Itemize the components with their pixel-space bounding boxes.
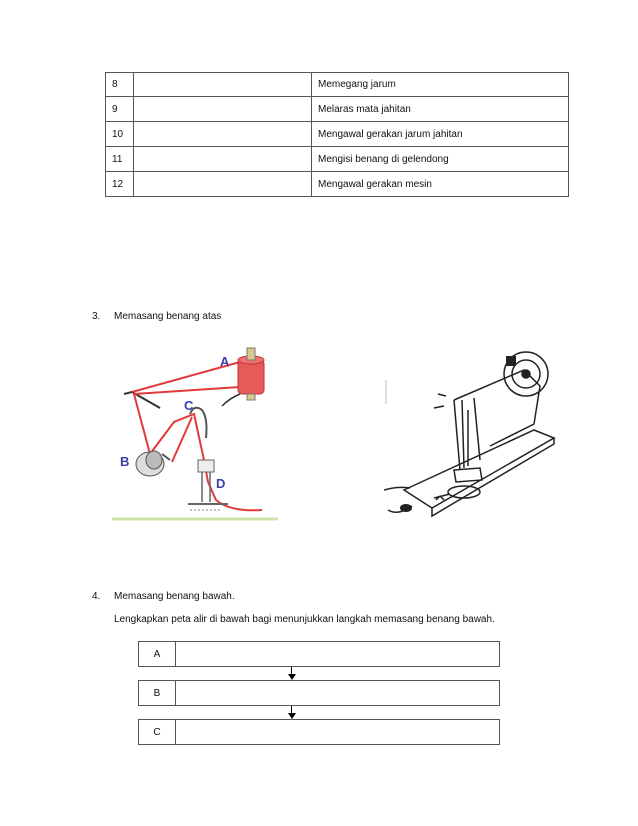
upper-thread-diagram (112, 342, 278, 524)
flow-step-a (138, 641, 500, 667)
label-d: D (216, 476, 226, 491)
parts-table (105, 72, 569, 197)
row-number: 10 (112, 128, 124, 140)
flow-step-label: B (139, 681, 176, 705)
row-number: 9 (112, 103, 118, 115)
row-number: 8 (112, 79, 118, 90)
section-4-number: 4. (92, 591, 101, 602)
table-row (105, 72, 569, 97)
flow-step-label: A (139, 642, 176, 666)
table-row (105, 122, 569, 147)
table-row (105, 172, 569, 197)
label-a: A (220, 354, 230, 369)
row-function: Melaras mata jahitan (311, 97, 570, 121)
sewing-machine-drawing (384, 340, 560, 522)
label-b: B (120, 454, 130, 469)
row-number: 12 (112, 178, 124, 190)
section-3-title: Memasang benang atas (114, 311, 222, 322)
section-3-number: 3. (92, 311, 101, 322)
section-4-title: Memasang benang bawah. (114, 591, 235, 602)
column-divider (133, 72, 134, 197)
table-row (105, 97, 569, 122)
flow-step-b (138, 680, 500, 706)
label-c: C (184, 398, 194, 413)
flow-step-c (138, 719, 500, 745)
row-function: Mengawal gerakan mesin (311, 172, 570, 196)
flow-step-label: C (139, 720, 176, 744)
row-function: Memegang jarum (311, 73, 570, 96)
row-number: 11 (112, 153, 123, 165)
table-row (105, 147, 569, 172)
section-4-instruction: Lengkapkan peta alir di bawah bagi menunjukkan langkah memasang benang bawah. (114, 614, 495, 625)
row-function: Mengawal gerakan jarum jahitan (311, 122, 570, 146)
row-function: Mengisi benang di gelendong (311, 147, 570, 171)
